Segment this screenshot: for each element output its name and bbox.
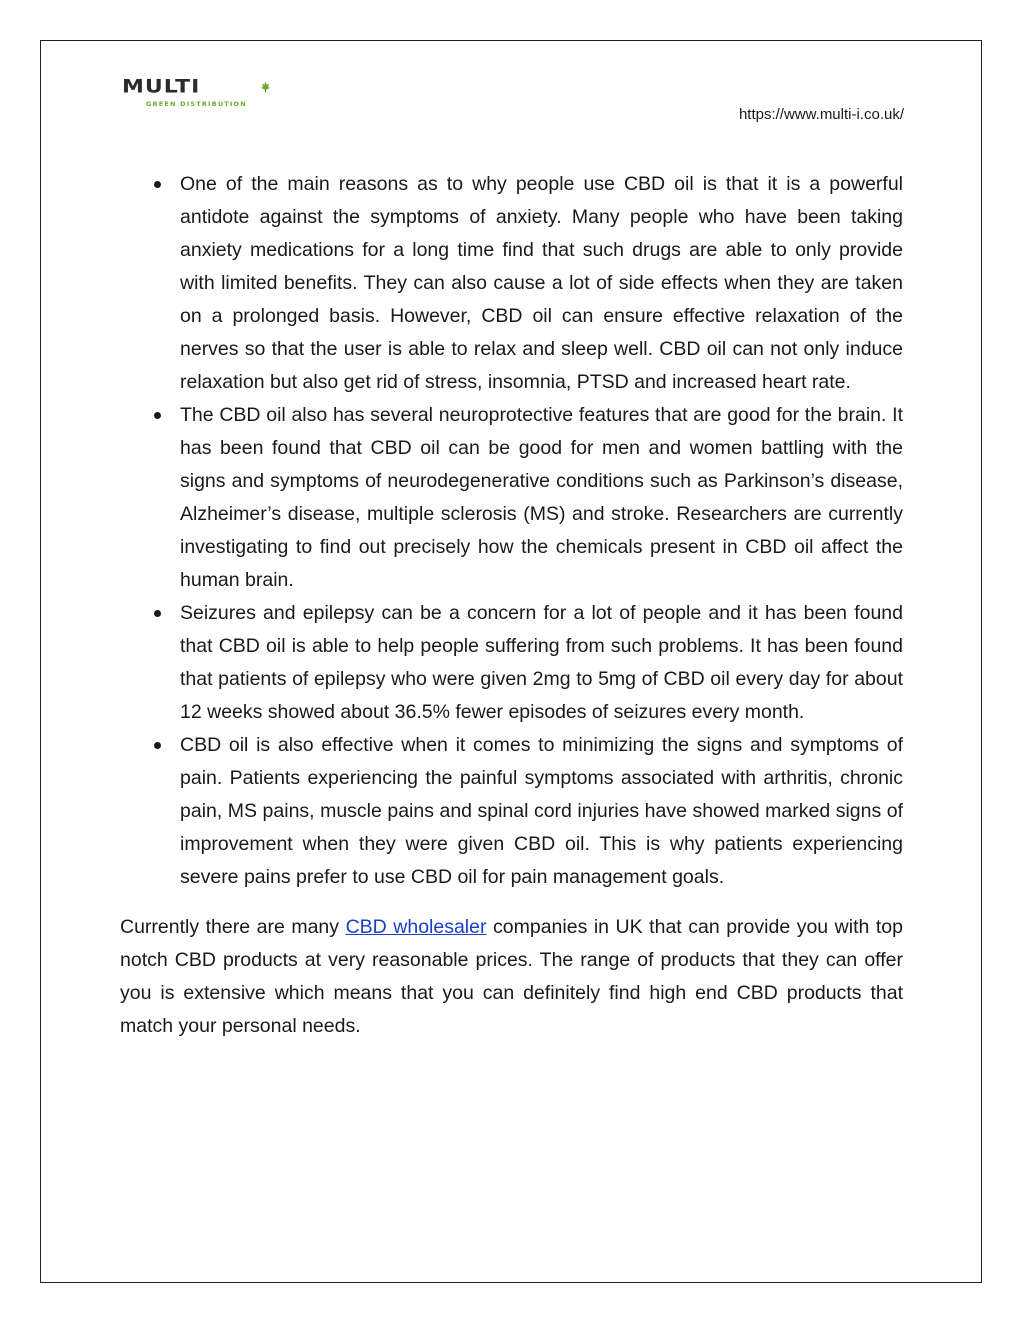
logo-subtitle: GREEN DISTRIBUTION [146, 100, 247, 108]
list-item: The CBD oil also has several neuroprotective features that are good for the brain. It has been found that CBD oil can be good for men and women battling with the signs and symptoms of neurodegenerative conditions such as Parkinson’s disease, Alzheimer’s disease, multiple sclerosis (MS) and stroke. Researchers are currently investigating to find out precisely how the chemicals present in CBD oil affect the human brain. [180, 399, 903, 597]
logo-wordmark: MULTI [122, 76, 201, 98]
list-item: One of the main reasons as to why people use CBD oil is that it is a powerful antidote against the symptoms of anxiety. Many people who have been taking anxiety medications for a long time find that such drugs are able to only provide with limited benefits. They can also cause a lot of side effects when they are taken on a prolonged basis. However, CBD oil can ensure effective relaxation of the nerves so that the user is able to relax and sleep well. CBD oil can not only induce relaxation but also get rid of stress, insomnia, PTSD and increased heart rate. [180, 168, 903, 399]
closing-paragraph [120, 911, 903, 1043]
cbd-wholesaler-link[interactable]: CBD wholesaler [345, 916, 487, 938]
closing-text-start: Currently there are many [120, 916, 346, 938]
leaf-icon [261, 81, 270, 93]
list-item: Seizures and epilepsy can be a concern for a lot of people and it has been found that CBD oil is able to help people suffering from such problems. It has been found that patients of epilepsy who were given 2mg to 5mg of CBD oil every day for about 12 weeks showed about 36.5% fewer episodes of seizures every month. [180, 597, 903, 729]
site-url: https://www.multi-i.co.uk/ [738, 106, 904, 123]
document-body [120, 168, 903, 1063]
list-item: CBD oil is also effective when it comes to minimizing the signs and symptoms of pain. Patients experiencing the painful symptoms associated with arthritis, chronic pain, MS pains, muscle pains and spinal cord injuries have showed marked signs of improvement when they were given CBD oil. This is why patients experiencing severe pains prefer to use CBD oil for pain management goals. [180, 729, 903, 894]
multi-i-logo [122, 78, 282, 112]
closing-text-end: companies in UK that can provide you with top notch CBD products at very reasonable prices. The range of products that they can offer you is extensive which means that you can definitely find high end CBD products that match your personal needs. [120, 916, 903, 1037]
bullet-list [120, 168, 903, 894]
